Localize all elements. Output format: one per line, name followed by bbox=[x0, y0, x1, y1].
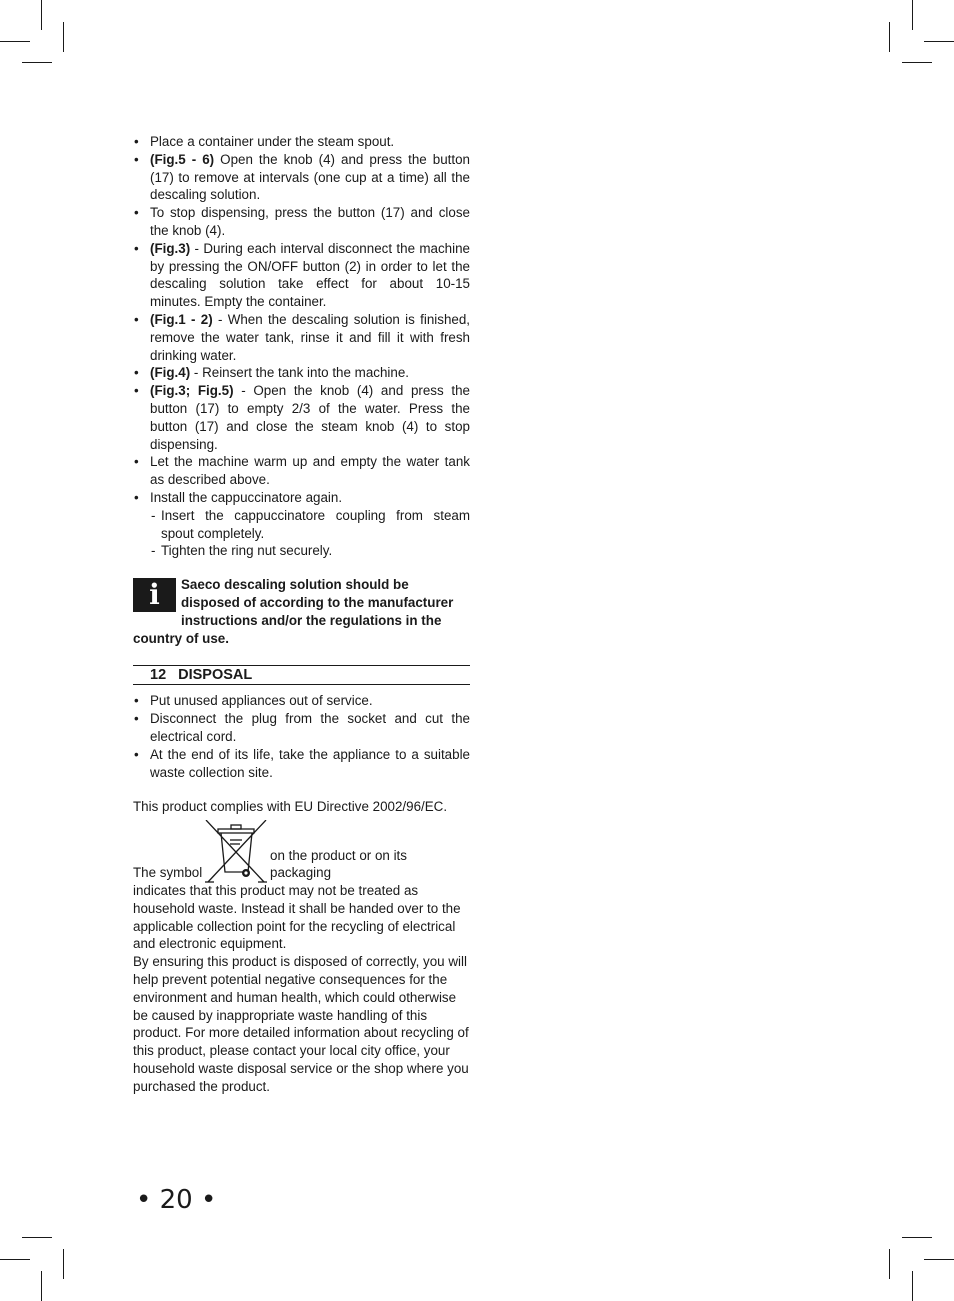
list-item: • (Fig.3; Fig.5) - Open the knob (4) and press the button (17) to empty 2/3 of the water. Press the button (17) and close the steam knob (4) to stop dispensing. bbox=[133, 382, 470, 453]
directive-text: This product complies with EU Directive 2002/96/EC. bbox=[133, 799, 448, 815]
list-item: • Disconnect the plug from the socket and cut the electrical cord. bbox=[133, 710, 470, 746]
crop-mark bbox=[22, 62, 52, 63]
symbol-label-after: on the product or on its packaging bbox=[270, 847, 407, 881]
figure-reference: (Fig.4) bbox=[150, 365, 191, 381]
crop-mark bbox=[63, 22, 64, 52]
list-item: • (Fig.1 - 2) - When the descaling solution is finished, remove the water tank, rinse it and fill it with fresh drinking water. bbox=[133, 311, 470, 364]
crop-mark bbox=[889, 22, 890, 52]
list-item: • Put unused appliances out of service. bbox=[133, 692, 470, 710]
section-number: 12 bbox=[150, 667, 167, 684]
crop-mark bbox=[22, 1237, 52, 1238]
list-item: • Place a container under the steam spout. bbox=[133, 133, 470, 151]
section-title: DISPOSAL bbox=[178, 667, 253, 684]
crop-mark bbox=[0, 41, 30, 42]
crossed-out-wheelie-bin-icon bbox=[204, 820, 268, 884]
list-item: • Install the cappuccinatore again. bbox=[133, 489, 470, 507]
list-item: • (Fig.5 - 6) Open the knob (4) and press the button (17) to remove at intervals (one cup at a time) all the descaling solution. bbox=[133, 151, 470, 204]
crop-mark bbox=[41, 1271, 42, 1301]
figure-reference: (Fig.5 - 6) bbox=[150, 151, 215, 167]
list-item: • Let the machine warm up and empty the water tank as described above. bbox=[133, 453, 470, 489]
text-column bbox=[133, 133, 470, 1096]
crop-mark bbox=[0, 1259, 30, 1260]
crop-mark bbox=[889, 1249, 890, 1279]
disposal-paragraph: By ensuring this product is disposed of correctly, you will help prevent potential negative consequences for the environment and human health, which could otherwise be caused by inappropriate waste handling of this product. For more detailed information about recycling of this product, please contact your local city office, your household waste disposal service or the shop where you purchased the product. bbox=[133, 954, 469, 1094]
list-item: • (Fig.3) - During each interval disconnect the machine by pressing the ON/OFF button (2) in order to let the descaling solution take effect for about 10-15 minutes. Empty the container. bbox=[133, 240, 470, 311]
info-note-text: Saeco descaling solution should be disposed of according to the manufacturer instructions and/or the regulations in the country of use. bbox=[133, 577, 454, 646]
info-icon: i bbox=[133, 578, 176, 612]
list-item-continuation: • To stop dispensing, press the button (17) and close the knob (4). bbox=[133, 204, 470, 240]
crop-mark bbox=[902, 1237, 932, 1238]
sub-list-item: - Tighten the ring nut securely. bbox=[133, 542, 470, 560]
crop-mark bbox=[924, 1259, 954, 1260]
crop-mark bbox=[63, 1249, 64, 1279]
figure-reference: (Fig.1 - 2) bbox=[150, 311, 213, 327]
info-note bbox=[133, 576, 470, 647]
list-item: • (Fig.4) - Reinsert the tank into the machine. bbox=[133, 364, 470, 382]
symbol-label-before: The symbol bbox=[133, 865, 203, 881]
section-heading bbox=[133, 665, 470, 685]
sub-list-item: - Insert the cappuccinatore coupling from steam spout completely. bbox=[133, 507, 470, 543]
crop-mark bbox=[924, 41, 954, 42]
list-item: • At the end of its life, take the appliance to a suitable waste collection site. bbox=[133, 746, 470, 782]
figure-reference: (Fig.3; Fig.5) bbox=[150, 383, 234, 399]
disposal-paragraph: indicates that this product may not be treated as household waste. Instead it shall be handed over to the applicable collection point for the recycling of electrical and electronic equipment. bbox=[133, 883, 461, 952]
figure-reference: (Fig.3) bbox=[150, 240, 191, 256]
page-number: • 20 • bbox=[136, 1185, 217, 1215]
crop-mark bbox=[912, 0, 913, 30]
symbol-line bbox=[133, 820, 470, 882]
crop-mark bbox=[902, 62, 932, 63]
crop-mark bbox=[912, 1271, 913, 1301]
crop-mark bbox=[41, 0, 42, 30]
